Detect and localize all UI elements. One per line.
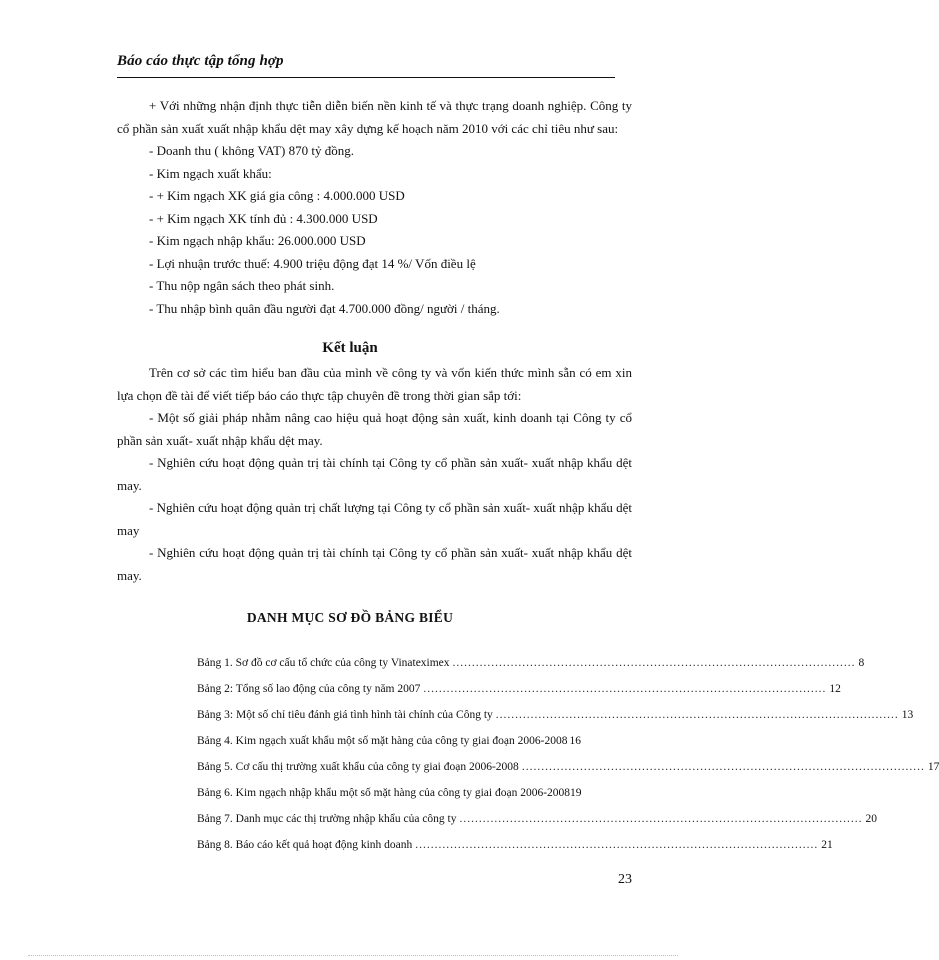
toc-entry[interactable] <box>197 683 841 703</box>
page-number: 23 <box>618 872 632 887</box>
report-header-title: Báo cáo thực tập tổng hợp <box>117 53 284 69</box>
toc-entry[interactable] <box>197 787 635 807</box>
toc-entry[interactable] <box>197 839 833 859</box>
toc-entry[interactable] <box>197 761 939 781</box>
topic-item: - Một số giải pháp nhằm nâng cao hiệu quả hoạt động sản xuất, kinh doanh tại Công ty cổ phần sản xuất- xuất nhập khẩu dệt may. <box>117 410 632 448</box>
toc-entry[interactable] <box>197 657 865 677</box>
topic-item: - Nghiên cứu hoạt động quản trị chất lượng tại Công ty cổ phần sản xuất- xuất nhập khẩu dệt may <box>117 500 632 538</box>
conclusion-section <box>117 362 632 587</box>
toc-entry-page: 19 <box>570 787 582 799</box>
topic-item: - Nghiên cứu hoạt động quản trị tài chính tại Công ty cổ phần sản xuất- xuất nhập khẩu dệt may. <box>117 545 632 583</box>
toc-entry-page: 21 <box>821 839 833 851</box>
conclusion-paragraph: Trên cơ sở các tìm hiểu ban đầu của mình về công ty và vốn kiến thức mình sẵn có em xin lựa chọn đề tài để viết tiếp báo cáo thực tập chuyên đề trong thời gian sắp tới: <box>117 365 632 403</box>
plan-item: - Doanh thu ( không VAT) 870 tỷ đồng. <box>149 143 354 158</box>
intro-section <box>117 95 632 320</box>
toc-entry-page: 13 <box>901 709 914 721</box>
intro-paragraph: + Với những nhận định thực tiễn diễn biến nền kinh tế và thực trạng doanh nghiệp. Công ty cổ phần sản xuất xuất nhập khẩu dệt may xây dựng kế hoạch năm 2010 với các chỉ tiêu như sau: <box>117 98 632 136</box>
plan-item: - Thu nhập bình quân đầu người đạt 4.700.000 đồng/ người / tháng. <box>149 300 500 316</box>
plan-item: - Thu nộp ngân sách theo phát sinh. <box>149 278 335 293</box>
toc-leader: ........................................................................................................ <box>423 683 827 695</box>
toc-leader: ........................................................................................................ <box>459 813 863 825</box>
toc-entry-label: Bảng 5. Cơ cấu thị trường xuất khẩu của công ty giai đoạn 2006-2008 <box>197 761 519 773</box>
toc-entry-page: 8 <box>858 657 865 669</box>
toc-entry[interactable] <box>197 735 635 755</box>
toc-entry-label: Bảng 6. Kim ngạch nhập khẩu một số mặt hàng của công ty giai đoạn 2006-2008 <box>197 787 571 799</box>
toc-leader: ........................................................................................................ <box>452 657 856 669</box>
toc-entry-label: Bảng 1. Sơ đồ cơ cấu tổ chức của công ty Vinateximex <box>197 657 450 669</box>
plan-item: - Kim ngạch nhập khẩu: 26.000.000 USD <box>149 233 366 248</box>
toc-leader: ........................................................................................................ <box>521 761 925 773</box>
toc-entry[interactable] <box>197 813 877 833</box>
page-bottom-divider <box>28 955 678 956</box>
plan-item: - + Kim ngạch XK giá gia công : 4.000.000 USD <box>149 188 405 203</box>
toc-leader: ........................................................................................................ <box>415 839 819 851</box>
header-divider <box>117 77 615 78</box>
toc-entry-page: 12 <box>829 683 841 695</box>
toc-entry-label: Bảng 7. Danh mục các thị trường nhập khẩu của công ty <box>197 813 457 825</box>
plan-item: - + Kim ngạch XK tính đủ : 4.300.000 USD <box>149 210 378 226</box>
toc-entry[interactable] <box>197 709 914 729</box>
toc-entry-label: Bảng 3: Một số chỉ tiêu đánh giá tình hình tài chính của Công ty <box>197 709 493 721</box>
toc-entry-page: 16 <box>569 735 581 747</box>
toc-leader: ........................................................................................................ <box>495 709 899 721</box>
topic-item: - Nghiên cứu hoạt động quản trị tài chính tại Công ty cổ phần sản xuất- xuất nhập khẩu dệt may. <box>117 455 632 493</box>
toc-entry-label: Bảng 8. Báo cáo kết quả hoạt động kinh doanh <box>197 839 413 851</box>
conclusion-heading: Kết luận <box>322 340 378 356</box>
toc-entry-label: Bảng 2: Tổng số lao động của công ty năm 2007 <box>197 683 421 695</box>
toc-entry-page: 20 <box>865 813 877 825</box>
toc-entry-page: 17 <box>927 761 939 773</box>
toc-heading: DANH MỤC SƠ ĐỒ BẢNG BIỂU <box>246 610 454 625</box>
toc-entry-label: Bảng 4. Kim ngạch xuất khẩu một số mặt hàng của công ty giai đoạn 2006-2008 <box>197 735 568 747</box>
plan-item: - Lợi nhuận trước thuế: 4.900 triệu động đạt 14 %/ Vốn điều lệ <box>149 255 476 271</box>
plan-item: - Kim ngạch xuất khẩu: <box>149 165 272 181</box>
